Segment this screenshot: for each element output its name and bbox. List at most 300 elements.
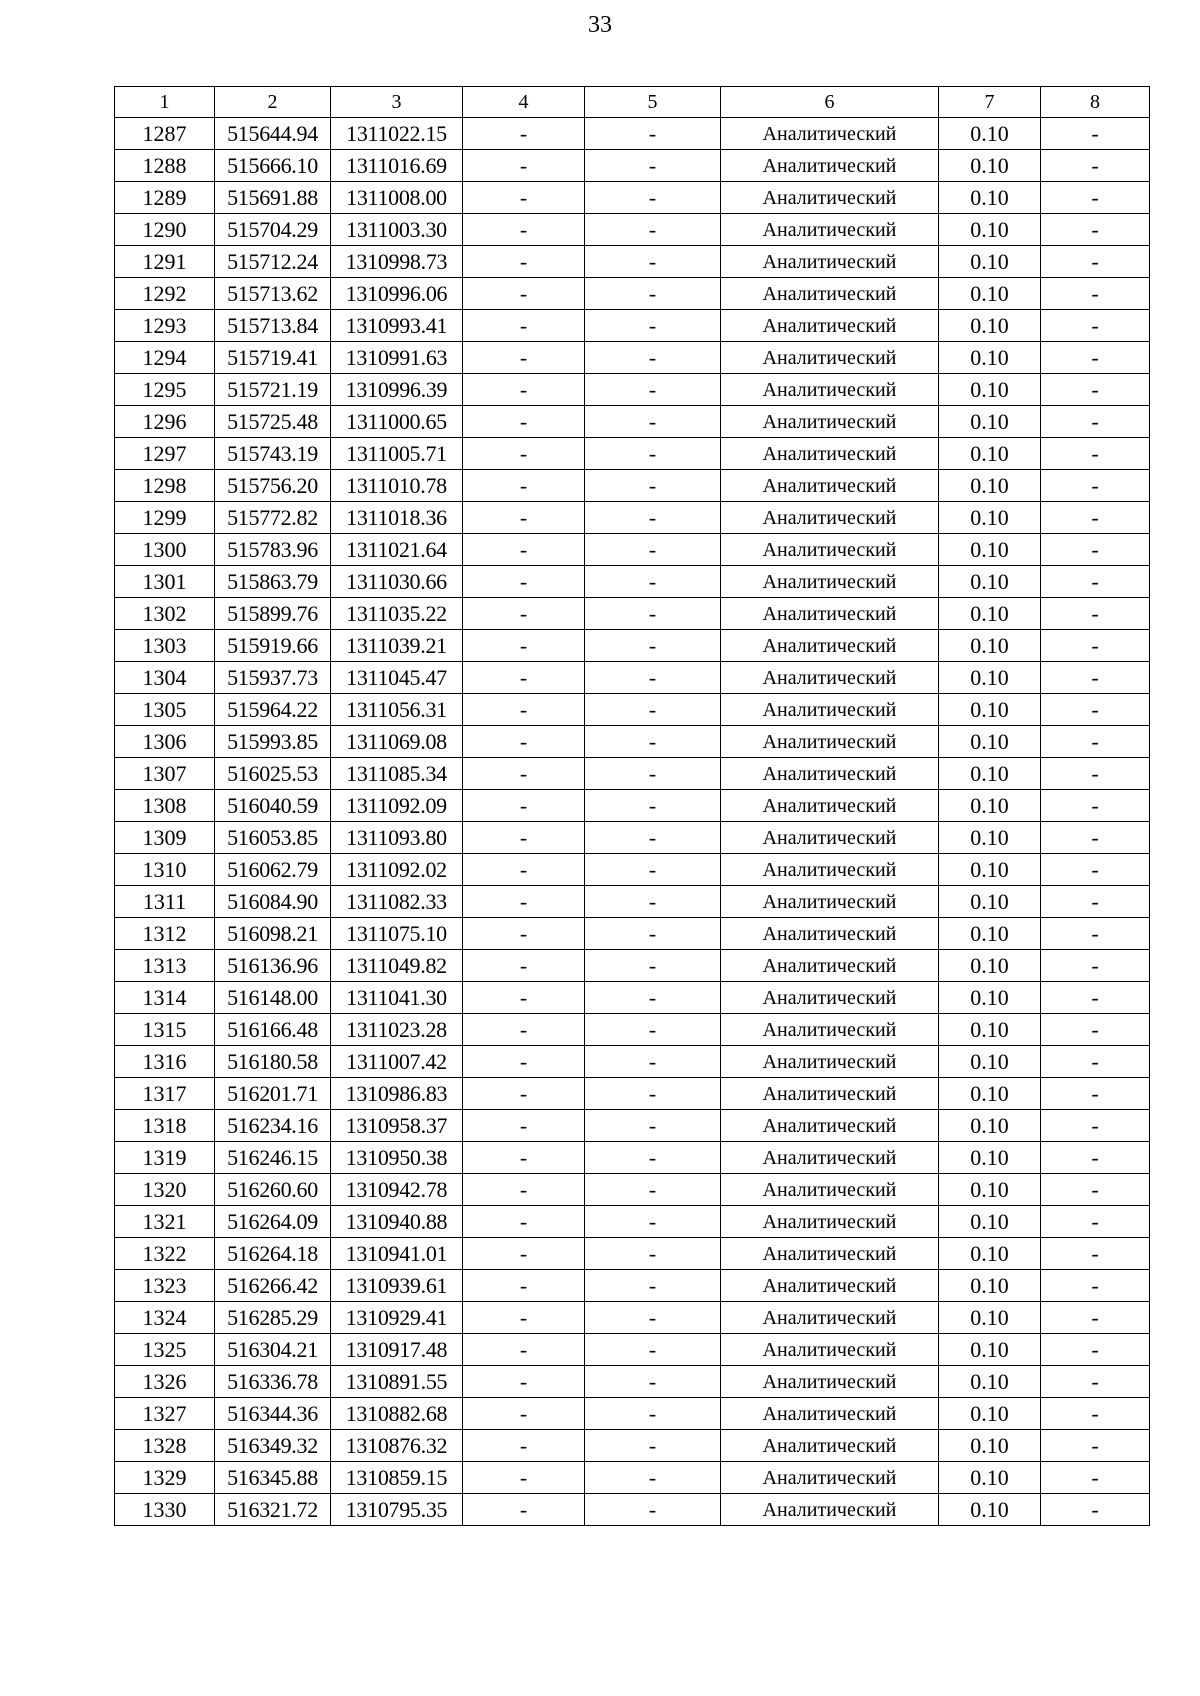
cell-point-number: 1294 — [115, 342, 215, 374]
cell-col-5: - — [585, 534, 721, 566]
cell-point-number: 1297 — [115, 438, 215, 470]
cell-accuracy: 0.10 — [939, 886, 1041, 918]
cell-accuracy: 0.10 — [939, 598, 1041, 630]
cell-col-8: - — [1041, 566, 1150, 598]
cell-coord-x: 516084.90 — [215, 886, 331, 918]
cell-coord-y: 1310993.41 — [331, 310, 463, 342]
table-row — [115, 1398, 1150, 1430]
cell-col-5: - — [585, 1142, 721, 1174]
table-row — [115, 374, 1150, 406]
cell-accuracy: 0.10 — [939, 374, 1041, 406]
cell-col-5: - — [585, 1462, 721, 1494]
cell-method: Аналитический — [721, 470, 939, 502]
cell-col-4: - — [463, 1110, 585, 1142]
table-row — [115, 694, 1150, 726]
table-row — [115, 118, 1150, 150]
cell-method: Аналитический — [721, 342, 939, 374]
cell-accuracy: 0.10 — [939, 502, 1041, 534]
cell-col-5: - — [585, 854, 721, 886]
cell-accuracy: 0.10 — [939, 406, 1041, 438]
cell-col-5: - — [585, 822, 721, 854]
cell-point-number: 1300 — [115, 534, 215, 566]
cell-accuracy: 0.10 — [939, 630, 1041, 662]
cell-col-5: - — [585, 950, 721, 982]
cell-point-number: 1299 — [115, 502, 215, 534]
cell-point-number: 1313 — [115, 950, 215, 982]
cell-coord-x: 516345.88 — [215, 1462, 331, 1494]
cell-accuracy: 0.10 — [939, 822, 1041, 854]
cell-coord-x: 515721.19 — [215, 374, 331, 406]
cell-point-number: 1295 — [115, 374, 215, 406]
cell-accuracy: 0.10 — [939, 470, 1041, 502]
cell-col-8: - — [1041, 886, 1150, 918]
cell-accuracy: 0.10 — [939, 534, 1041, 566]
cell-coord-y: 1310950.38 — [331, 1142, 463, 1174]
cell-col-5: - — [585, 598, 721, 630]
cell-col-8: - — [1041, 982, 1150, 1014]
cell-point-number: 1330 — [115, 1494, 215, 1526]
table-row — [115, 918, 1150, 950]
cell-col-8: - — [1041, 758, 1150, 790]
table-row — [115, 1238, 1150, 1270]
cell-coord-x: 515783.96 — [215, 534, 331, 566]
cell-col-8: - — [1041, 1014, 1150, 1046]
cell-method: Аналитический — [721, 1462, 939, 1494]
cell-method: Аналитический — [721, 1014, 939, 1046]
cell-point-number: 1290 — [115, 214, 215, 246]
cell-coord-y: 1310876.32 — [331, 1430, 463, 1462]
cell-col-5: - — [585, 1494, 721, 1526]
cell-point-number: 1307 — [115, 758, 215, 790]
table-row — [115, 342, 1150, 374]
cell-point-number: 1323 — [115, 1270, 215, 1302]
cell-coord-x: 516025.53 — [215, 758, 331, 790]
cell-col-4: - — [463, 950, 585, 982]
cell-method: Аналитический — [721, 534, 939, 566]
cell-col-5: - — [585, 726, 721, 758]
cell-coord-x: 516336.78 — [215, 1366, 331, 1398]
cell-col-4: - — [463, 630, 585, 662]
column-header-2: 2 — [215, 87, 331, 118]
cell-method: Аналитический — [721, 278, 939, 310]
cell-col-8: - — [1041, 150, 1150, 182]
cell-col-4: - — [463, 406, 585, 438]
cell-coord-y: 1311022.15 — [331, 118, 463, 150]
cell-coord-x: 515713.84 — [215, 310, 331, 342]
cell-coord-y: 1311000.65 — [331, 406, 463, 438]
cell-col-4: - — [463, 1398, 585, 1430]
cell-col-4: - — [463, 182, 585, 214]
cell-method: Аналитический — [721, 630, 939, 662]
cell-col-4: - — [463, 502, 585, 534]
cell-col-5: - — [585, 1078, 721, 1110]
cell-point-number: 1316 — [115, 1046, 215, 1078]
table-row — [115, 470, 1150, 502]
cell-col-4: - — [463, 438, 585, 470]
cell-coord-x: 515719.41 — [215, 342, 331, 374]
cell-coord-x: 515691.88 — [215, 182, 331, 214]
cell-coord-x: 516246.15 — [215, 1142, 331, 1174]
cell-coord-y: 1311023.28 — [331, 1014, 463, 1046]
cell-point-number: 1328 — [115, 1430, 215, 1462]
cell-method: Аналитический — [721, 1398, 939, 1430]
cell-col-4: - — [463, 918, 585, 950]
column-header-1: 1 — [115, 87, 215, 118]
cell-coord-x: 515756.20 — [215, 470, 331, 502]
cell-col-8: - — [1041, 1398, 1150, 1430]
cell-method: Аналитический — [721, 246, 939, 278]
cell-point-number: 1302 — [115, 598, 215, 630]
cell-col-5: - — [585, 278, 721, 310]
cell-col-8: - — [1041, 1142, 1150, 1174]
cell-col-8: - — [1041, 1494, 1150, 1526]
cell-point-number: 1298 — [115, 470, 215, 502]
cell-accuracy: 0.10 — [939, 726, 1041, 758]
cell-col-4: - — [463, 886, 585, 918]
cell-accuracy: 0.10 — [939, 1302, 1041, 1334]
cell-point-number: 1319 — [115, 1142, 215, 1174]
table-row — [115, 1462, 1150, 1494]
cell-point-number: 1310 — [115, 854, 215, 886]
cell-coord-y: 1310882.68 — [331, 1398, 463, 1430]
cell-coord-x: 515725.48 — [215, 406, 331, 438]
cell-col-5: - — [585, 918, 721, 950]
cell-point-number: 1304 — [115, 662, 215, 694]
cell-col-5: - — [585, 1430, 721, 1462]
table-row — [115, 1334, 1150, 1366]
table-row — [115, 1270, 1150, 1302]
table-row — [115, 854, 1150, 886]
cell-accuracy: 0.10 — [939, 118, 1041, 150]
cell-coord-y: 1311069.08 — [331, 726, 463, 758]
table-row — [115, 982, 1150, 1014]
cell-col-5: - — [585, 566, 721, 598]
cell-coord-y: 1311010.78 — [331, 470, 463, 502]
cell-col-4: - — [463, 1238, 585, 1270]
cell-col-4: - — [463, 1494, 585, 1526]
cell-coord-y: 1310917.48 — [331, 1334, 463, 1366]
cell-coord-x: 516321.72 — [215, 1494, 331, 1526]
cell-col-5: - — [585, 790, 721, 822]
cell-col-4: - — [463, 118, 585, 150]
cell-point-number: 1312 — [115, 918, 215, 950]
cell-method: Аналитический — [721, 886, 939, 918]
cell-accuracy: 0.10 — [939, 758, 1041, 790]
cell-accuracy: 0.10 — [939, 1334, 1041, 1366]
column-header-3: 3 — [331, 87, 463, 118]
cell-point-number: 1317 — [115, 1078, 215, 1110]
cell-col-4: - — [463, 246, 585, 278]
cell-col-8: - — [1041, 1366, 1150, 1398]
header-row — [115, 87, 1150, 118]
cell-method: Аналитический — [721, 1078, 939, 1110]
table-row — [115, 214, 1150, 246]
cell-method: Аналитический — [721, 374, 939, 406]
cell-col-4: - — [463, 1366, 585, 1398]
cell-coord-x: 516264.18 — [215, 1238, 331, 1270]
table-row — [115, 1430, 1150, 1462]
cell-col-4: - — [463, 854, 585, 886]
cell-coord-x: 516136.96 — [215, 950, 331, 982]
cell-coord-y: 1310929.41 — [331, 1302, 463, 1334]
cell-col-4: - — [463, 694, 585, 726]
cell-coord-y: 1310998.73 — [331, 246, 463, 278]
cell-coord-x: 516285.29 — [215, 1302, 331, 1334]
cell-col-8: - — [1041, 1174, 1150, 1206]
cell-col-4: - — [463, 1142, 585, 1174]
page-number: 33 — [588, 12, 612, 38]
cell-method: Аналитический — [721, 1174, 939, 1206]
cell-coord-y: 1311021.64 — [331, 534, 463, 566]
cell-col-5: - — [585, 502, 721, 534]
cell-col-8: - — [1041, 214, 1150, 246]
cell-col-8: - — [1041, 342, 1150, 374]
table-row — [115, 1302, 1150, 1334]
table-row — [115, 1110, 1150, 1142]
cell-method: Аналитический — [721, 566, 939, 598]
table-row — [115, 790, 1150, 822]
cell-accuracy: 0.10 — [939, 662, 1041, 694]
cell-method: Аналитический — [721, 790, 939, 822]
cell-col-4: - — [463, 1430, 585, 1462]
cell-col-4: - — [463, 1014, 585, 1046]
cell-accuracy: 0.10 — [939, 278, 1041, 310]
cell-col-8: - — [1041, 1462, 1150, 1494]
cell-coord-y: 1311082.33 — [331, 886, 463, 918]
cell-coord-y: 1311030.66 — [331, 566, 463, 598]
cell-coord-y: 1311041.30 — [331, 982, 463, 1014]
cell-col-8: - — [1041, 822, 1150, 854]
cell-point-number: 1322 — [115, 1238, 215, 1270]
cell-accuracy: 0.10 — [939, 310, 1041, 342]
cell-coord-y: 1310996.06 — [331, 278, 463, 310]
cell-method: Аналитический — [721, 406, 939, 438]
cell-accuracy: 0.10 — [939, 982, 1041, 1014]
cell-accuracy: 0.10 — [939, 1462, 1041, 1494]
cell-coord-y: 1310859.15 — [331, 1462, 463, 1494]
cell-col-4: - — [463, 566, 585, 598]
cell-coord-y: 1311085.34 — [331, 758, 463, 790]
cell-col-8: - — [1041, 118, 1150, 150]
table-row — [115, 950, 1150, 982]
cell-method: Аналитический — [721, 726, 939, 758]
cell-col-5: - — [585, 406, 721, 438]
cell-col-8: - — [1041, 854, 1150, 886]
table-row — [115, 886, 1150, 918]
cell-col-8: - — [1041, 694, 1150, 726]
cell-coord-x: 515919.66 — [215, 630, 331, 662]
table-row — [115, 1206, 1150, 1238]
cell-col-4: - — [463, 1462, 585, 1494]
cell-col-8: - — [1041, 278, 1150, 310]
cell-col-5: - — [585, 1398, 721, 1430]
cell-col-5: - — [585, 1334, 721, 1366]
cell-accuracy: 0.10 — [939, 1142, 1041, 1174]
cell-coord-x: 515704.29 — [215, 214, 331, 246]
cell-coord-y: 1311035.22 — [331, 598, 463, 630]
table-row — [115, 1174, 1150, 1206]
cell-col-8: - — [1041, 438, 1150, 470]
cell-coord-x: 516234.16 — [215, 1110, 331, 1142]
table-row — [115, 662, 1150, 694]
table-row — [115, 822, 1150, 854]
cell-col-8: - — [1041, 246, 1150, 278]
cell-accuracy: 0.10 — [939, 182, 1041, 214]
table-row — [115, 726, 1150, 758]
cell-col-4: - — [463, 598, 585, 630]
cell-coord-y: 1311093.80 — [331, 822, 463, 854]
cell-point-number: 1292 — [115, 278, 215, 310]
cell-coord-y: 1311005.71 — [331, 438, 463, 470]
cell-method: Аналитический — [721, 1206, 939, 1238]
cell-coord-x: 516040.59 — [215, 790, 331, 822]
cell-coord-x: 516098.21 — [215, 918, 331, 950]
cell-method: Аналитический — [721, 950, 939, 982]
cell-col-8: - — [1041, 182, 1150, 214]
cell-point-number: 1309 — [115, 822, 215, 854]
cell-col-4: - — [463, 342, 585, 374]
cell-col-5: - — [585, 310, 721, 342]
cell-col-5: - — [585, 694, 721, 726]
cell-coord-x: 515713.62 — [215, 278, 331, 310]
cell-coord-y: 1310996.39 — [331, 374, 463, 406]
cell-coord-x: 515666.10 — [215, 150, 331, 182]
cell-point-number: 1305 — [115, 694, 215, 726]
table-row — [115, 1046, 1150, 1078]
column-header-5: 5 — [585, 87, 721, 118]
cell-point-number: 1306 — [115, 726, 215, 758]
cell-method: Аналитический — [721, 438, 939, 470]
cell-coord-x: 516266.42 — [215, 1270, 331, 1302]
cell-point-number: 1288 — [115, 150, 215, 182]
cell-coord-y: 1311007.42 — [331, 1046, 463, 1078]
cell-point-number: 1321 — [115, 1206, 215, 1238]
cell-method: Аналитический — [721, 118, 939, 150]
table-row — [115, 534, 1150, 566]
table-row — [115, 182, 1150, 214]
cell-coord-y: 1310991.63 — [331, 342, 463, 374]
cell-col-8: - — [1041, 1078, 1150, 1110]
cell-coord-x: 516148.00 — [215, 982, 331, 1014]
cell-col-5: - — [585, 1046, 721, 1078]
cell-method: Аналитический — [721, 1046, 939, 1078]
cell-coord-y: 1310941.01 — [331, 1238, 463, 1270]
cell-col-4: - — [463, 822, 585, 854]
cell-col-5: - — [585, 1014, 721, 1046]
cell-col-8: - — [1041, 1110, 1150, 1142]
table-row — [115, 1078, 1150, 1110]
cell-coord-y: 1311039.21 — [331, 630, 463, 662]
cell-coord-y: 1310939.61 — [331, 1270, 463, 1302]
cell-col-8: - — [1041, 630, 1150, 662]
cell-coord-x: 515743.19 — [215, 438, 331, 470]
cell-col-8: - — [1041, 1430, 1150, 1462]
cell-col-5: - — [585, 886, 721, 918]
cell-col-5: - — [585, 1174, 721, 1206]
cell-col-8: - — [1041, 406, 1150, 438]
cell-col-4: - — [463, 310, 585, 342]
cell-accuracy: 0.10 — [939, 246, 1041, 278]
cell-col-5: - — [585, 374, 721, 406]
cell-col-5: - — [585, 438, 721, 470]
cell-accuracy: 0.10 — [939, 1206, 1041, 1238]
cell-col-8: - — [1041, 1238, 1150, 1270]
cell-coord-y: 1311049.82 — [331, 950, 463, 982]
cell-coord-x: 515772.82 — [215, 502, 331, 534]
cell-method: Аналитический — [721, 822, 939, 854]
table-row — [115, 406, 1150, 438]
cell-accuracy: 0.10 — [939, 694, 1041, 726]
cell-method: Аналитический — [721, 662, 939, 694]
column-header-4: 4 — [463, 87, 585, 118]
cell-coord-x: 516349.32 — [215, 1430, 331, 1462]
cell-col-8: - — [1041, 950, 1150, 982]
cell-method: Аналитический — [721, 758, 939, 790]
cell-point-number: 1320 — [115, 1174, 215, 1206]
cell-col-5: - — [585, 470, 721, 502]
cell-col-5: - — [585, 150, 721, 182]
cell-point-number: 1293 — [115, 310, 215, 342]
cell-coord-y: 1311045.47 — [331, 662, 463, 694]
cell-col-8: - — [1041, 470, 1150, 502]
cell-coord-y: 1311092.09 — [331, 790, 463, 822]
cell-point-number: 1315 — [115, 1014, 215, 1046]
cell-col-5: - — [585, 758, 721, 790]
cell-coord-y: 1311008.00 — [331, 182, 463, 214]
cell-method: Аналитический — [721, 310, 939, 342]
cell-point-number: 1291 — [115, 246, 215, 278]
cell-accuracy: 0.10 — [939, 1270, 1041, 1302]
cell-accuracy: 0.10 — [939, 438, 1041, 470]
cell-coord-y: 1311003.30 — [331, 214, 463, 246]
cell-col-5: - — [585, 1270, 721, 1302]
cell-coord-y: 1310942.78 — [331, 1174, 463, 1206]
cell-method: Аналитический — [721, 854, 939, 886]
cell-coord-y: 1310795.35 — [331, 1494, 463, 1526]
cell-col-8: - — [1041, 1334, 1150, 1366]
cell-col-4: - — [463, 1270, 585, 1302]
coordinates-table — [114, 86, 1150, 1526]
cell-col-5: - — [585, 1110, 721, 1142]
cell-coord-x: 516260.60 — [215, 1174, 331, 1206]
cell-point-number: 1301 — [115, 566, 215, 598]
cell-accuracy: 0.10 — [939, 214, 1041, 246]
cell-coord-x: 516201.71 — [215, 1078, 331, 1110]
cell-col-8: - — [1041, 662, 1150, 694]
cell-col-4: - — [463, 1046, 585, 1078]
table-row — [115, 758, 1150, 790]
cell-method: Аналитический — [721, 1494, 939, 1526]
table-body — [115, 118, 1150, 1526]
cell-accuracy: 0.10 — [939, 1430, 1041, 1462]
cell-col-8: - — [1041, 918, 1150, 950]
table-row — [115, 1014, 1150, 1046]
cell-point-number: 1289 — [115, 182, 215, 214]
cell-method: Аналитический — [721, 1110, 939, 1142]
cell-method: Аналитический — [721, 182, 939, 214]
cell-col-4: - — [463, 150, 585, 182]
cell-col-5: - — [585, 982, 721, 1014]
column-header-7: 7 — [939, 87, 1041, 118]
table-row — [115, 1366, 1150, 1398]
cell-col-5: - — [585, 214, 721, 246]
cell-accuracy: 0.10 — [939, 1238, 1041, 1270]
cell-point-number: 1329 — [115, 1462, 215, 1494]
cell-col-5: - — [585, 1366, 721, 1398]
cell-point-number: 1325 — [115, 1334, 215, 1366]
cell-col-5: - — [585, 246, 721, 278]
cell-accuracy: 0.10 — [939, 566, 1041, 598]
